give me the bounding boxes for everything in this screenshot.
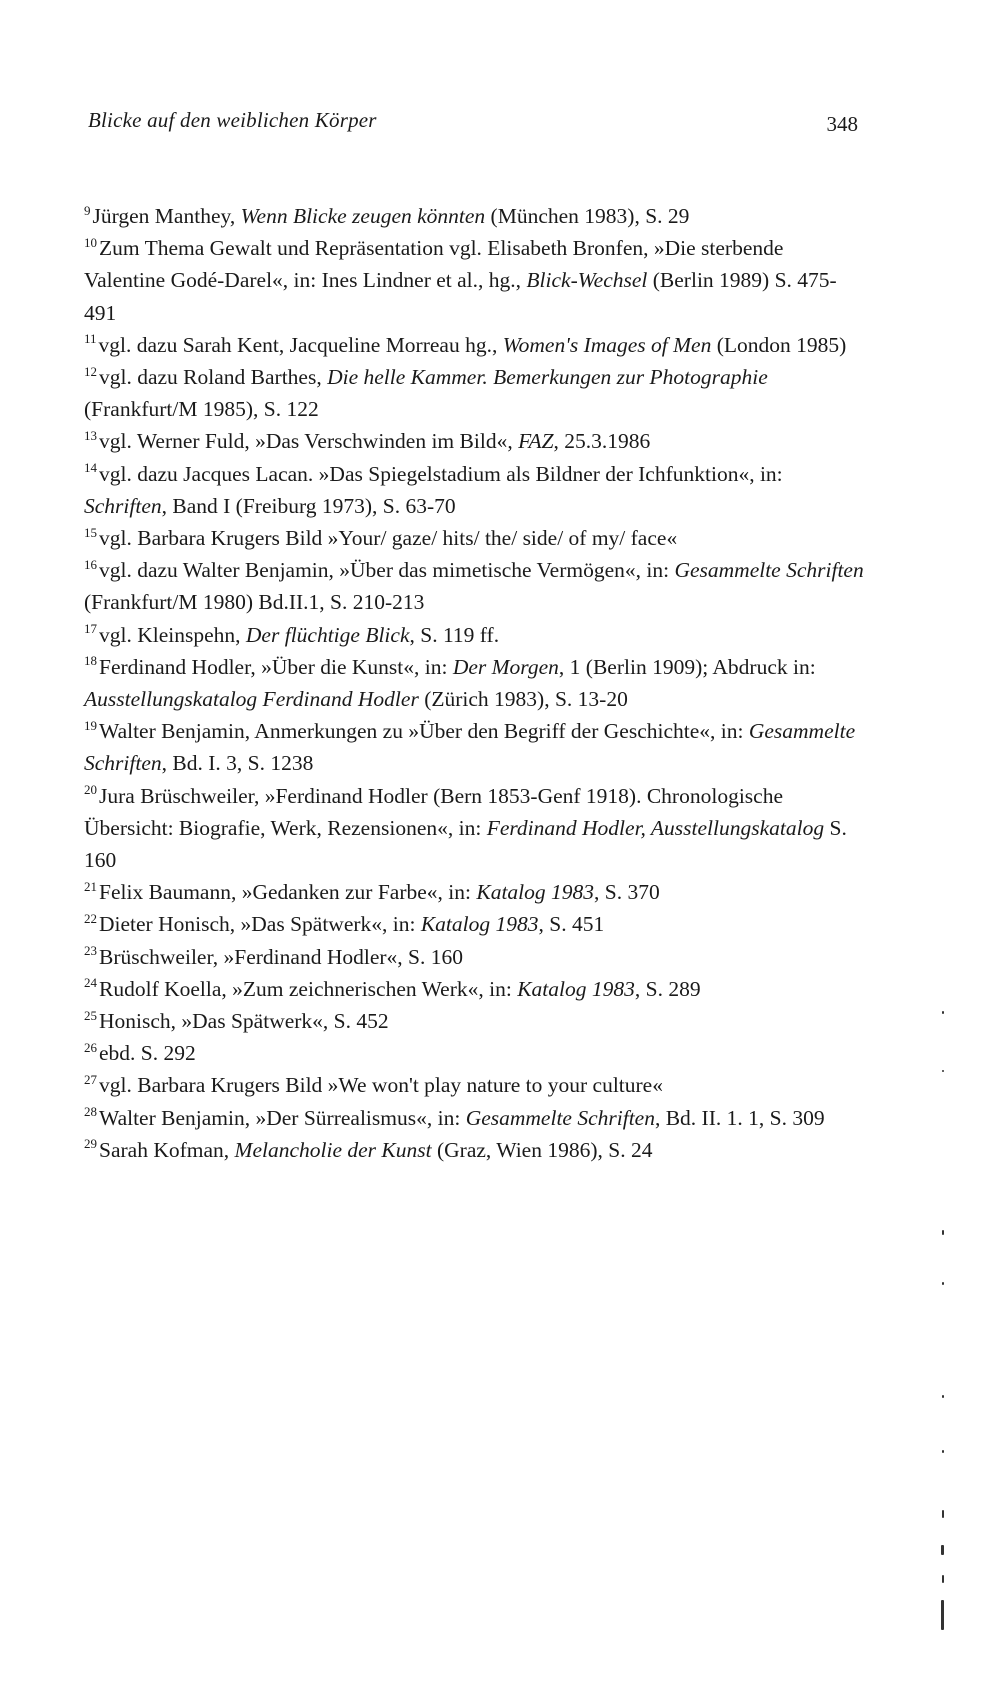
footnote [84, 1005, 864, 1037]
footnote-text: Rudolf Koella, »Zum zeichnerischen Werk«, in: [99, 976, 518, 1001]
footnote-text: Jürgen Manthey, [92, 204, 241, 228]
footnote-text: vgl. Werner Fuld, »Das Verschwinden im Bild«, [99, 429, 519, 454]
footnote [84, 458, 864, 522]
footnote-number: 21 [84, 878, 97, 894]
footnote-number: 20 [84, 782, 97, 798]
footnote-text: Walter Benjamin, Anmerkungen zu »Über den Begriff der Geschichte«, in: [99, 719, 749, 744]
footnote-title: Gesammelte Schriften [674, 558, 864, 583]
scan-speck [942, 1450, 944, 1453]
footnote-number: 29 [84, 1136, 97, 1152]
footnote [84, 715, 864, 779]
footnote [84, 425, 864, 457]
footnote-title: Der Morgen [452, 654, 559, 679]
footnote [84, 1069, 864, 1101]
footnote-text: Jura Brüschweiler, »Ferdinand Hodler (Bern 1853-Genf 1918). Chronologische Übersicht: Biografie, Werk, Rezensionen«, in: [84, 783, 783, 840]
footnote-title: Wenn Blicke zeugen könnten [240, 204, 486, 228]
footnote-text: (Frankfurt/M 1980) Bd.II.1, S. 210-213 [84, 590, 425, 615]
footnote-number: 18 [84, 653, 97, 669]
footnote [84, 941, 864, 973]
footnote-title: Katalog 1983 [420, 912, 539, 937]
scan-speck [942, 1395, 944, 1398]
footnote-text: Sarah Kofman, [99, 1137, 235, 1162]
page-header [88, 108, 858, 148]
footnote-title: Ferdinand Hodler, Ausstellungskatalog [486, 815, 825, 840]
footnote-number: 24 [84, 975, 97, 991]
footnote-number: 19 [84, 717, 97, 733]
footnote-text: , S. 289 [634, 976, 701, 1001]
footnote [84, 876, 864, 908]
footnote-number: 23 [84, 943, 97, 959]
scan-speck [942, 1282, 944, 1285]
footnote-title: Gesammelte Schriften [84, 719, 856, 776]
footnote-number: 13 [84, 427, 97, 443]
footnote [84, 329, 864, 361]
footnote [84, 361, 864, 425]
footnote-text: ebd. S. 292 [99, 1041, 196, 1066]
footnote-title: Katalog 1983 [517, 976, 635, 1001]
footnote [84, 232, 864, 329]
footnote [84, 1134, 864, 1166]
footnote-text: (Frankfurt/M 1985), S. 122 [84, 397, 319, 422]
footnote-number: 15 [84, 524, 97, 540]
footnote-title: Women's Images of Men [502, 332, 712, 357]
footnote-text: vgl. dazu Roland Barthes, [99, 365, 328, 390]
footnote [84, 651, 864, 715]
footnote-text: vgl. dazu Jacques Lacan. »Das Spiegelstadium als Bildner der Ichfunktion«, in: [99, 461, 783, 486]
footnote-text: , 25.3.1986 [553, 429, 651, 454]
running-title: Blicke auf den weiblichen Körper [88, 108, 377, 132]
footnote-text: vgl. Kleinspehn, [99, 622, 246, 647]
footnote-number: 28 [84, 1104, 97, 1120]
page-number: 348 [826, 112, 858, 136]
footnote [84, 973, 864, 1005]
footnote [84, 554, 864, 618]
footnote-text: , Bd. I. 3, S. 1238 [161, 751, 314, 776]
footnote-text: (London 1985) [711, 332, 847, 357]
footnote-text: Honisch, »Das Spätwerk«, S. 452 [99, 1009, 389, 1034]
footnote-number: 12 [84, 363, 97, 379]
footnote-text: , S. 119 ff. [409, 622, 500, 647]
footnote [84, 780, 864, 877]
footnote [84, 908, 864, 940]
footnote-text: vgl. dazu Sarah Kent, Jacqueline Morreau hg., [98, 332, 503, 357]
footnote-number: 14 [84, 460, 97, 476]
footnote-text: S. 160 [84, 815, 847, 873]
scan-speck [942, 1070, 944, 1072]
scan-speck [942, 1011, 944, 1014]
footnote-text: Zum Thema Gewalt und Repräsentation vgl. Elisabeth Bronfen, »Die sterbende Valentine Godé-Darel«, in: Ines Lindner et al., hg., [84, 236, 784, 293]
footnote-title: Katalog 1983 [476, 880, 595, 905]
footnote [84, 522, 864, 554]
scan-speck [942, 1510, 944, 1518]
footnote-title: Der flüchtige Blick [245, 622, 410, 647]
footnote-text: , 1 (Berlin 1909); Abdruck in: [558, 654, 816, 679]
footnote-number: 10 [84, 234, 97, 250]
footnote-text: vgl. Barbara Krugers Bild »We won't play nature to your culture« [99, 1073, 663, 1098]
footnote-number: 27 [84, 1072, 97, 1088]
footnote-number: 26 [84, 1039, 97, 1055]
footnote-title: Melancholie der Kunst [234, 1137, 432, 1162]
footnote-text: Brüschweiler, »Ferdinand Hodler«, S. 160 [99, 944, 463, 969]
footnote-number: 17 [84, 621, 97, 637]
scan-speck [941, 1600, 944, 1630]
footnote-title: FAZ [518, 429, 554, 454]
footnote-number: 16 [84, 556, 97, 572]
footnote-text: , Bd. II. 1. 1, S. 309 [654, 1105, 825, 1130]
footnote [84, 200, 864, 232]
footnote-text: vgl. dazu Walter Benjamin, »Über das mimetische Vermögen«, in: [99, 558, 675, 583]
footnote-text: (Graz, Wien 1986), S. 24 [431, 1137, 653, 1162]
footnote-list [84, 200, 864, 1166]
footnote-number: 9 [84, 202, 91, 218]
footnote-text: (München 1983), S. 29 [485, 204, 690, 228]
footnote-text: , Band I (Freiburg 1973), S. 63-70 [161, 493, 456, 518]
footnote-title: Schriften [84, 493, 162, 518]
scan-speck [942, 1575, 944, 1583]
scan-speck [941, 1545, 944, 1555]
footnote-text: Walter Benjamin, »Der Sürrealismus«, in: [99, 1105, 466, 1130]
footnote-title: Blick-Wechsel [526, 268, 648, 293]
footnote-text: Felix Baumann, »Gedanken zur Farbe«, in: [99, 880, 477, 905]
footnote [84, 1102, 864, 1134]
scan-speck [942, 1230, 944, 1235]
footnote-text: Ferdinand Hodler, »Über die Kunst«, in: [99, 654, 453, 679]
footnote [84, 1037, 864, 1069]
footnote-text: (Berlin 1989) S. 475-491 [84, 268, 837, 325]
footnote-number: 25 [84, 1007, 97, 1023]
footnote-text: vgl. Barbara Krugers Bild »Your/ gaze/ hits/ the/ side/ of my/ face« [99, 526, 678, 551]
footnote-title: Gesammelte Schriften [465, 1105, 655, 1130]
footnote-number: 22 [84, 911, 97, 927]
footnote-number: 11 [84, 331, 97, 347]
footnote-text: , S. 370 [594, 880, 660, 905]
footnote [84, 619, 864, 651]
footnote-text: Dieter Honisch, »Das Spätwerk«, in: [99, 912, 421, 937]
footnote-title: Die helle Kammer. Bemerkungen zur Photographie [327, 365, 768, 390]
footnote-text: (Zürich 1983), S. 13-20 [418, 687, 628, 712]
footnote-text: , S. 451 [538, 912, 605, 937]
footnote-title: Ausstellungskatalog Ferdinand Hodler [84, 687, 419, 712]
